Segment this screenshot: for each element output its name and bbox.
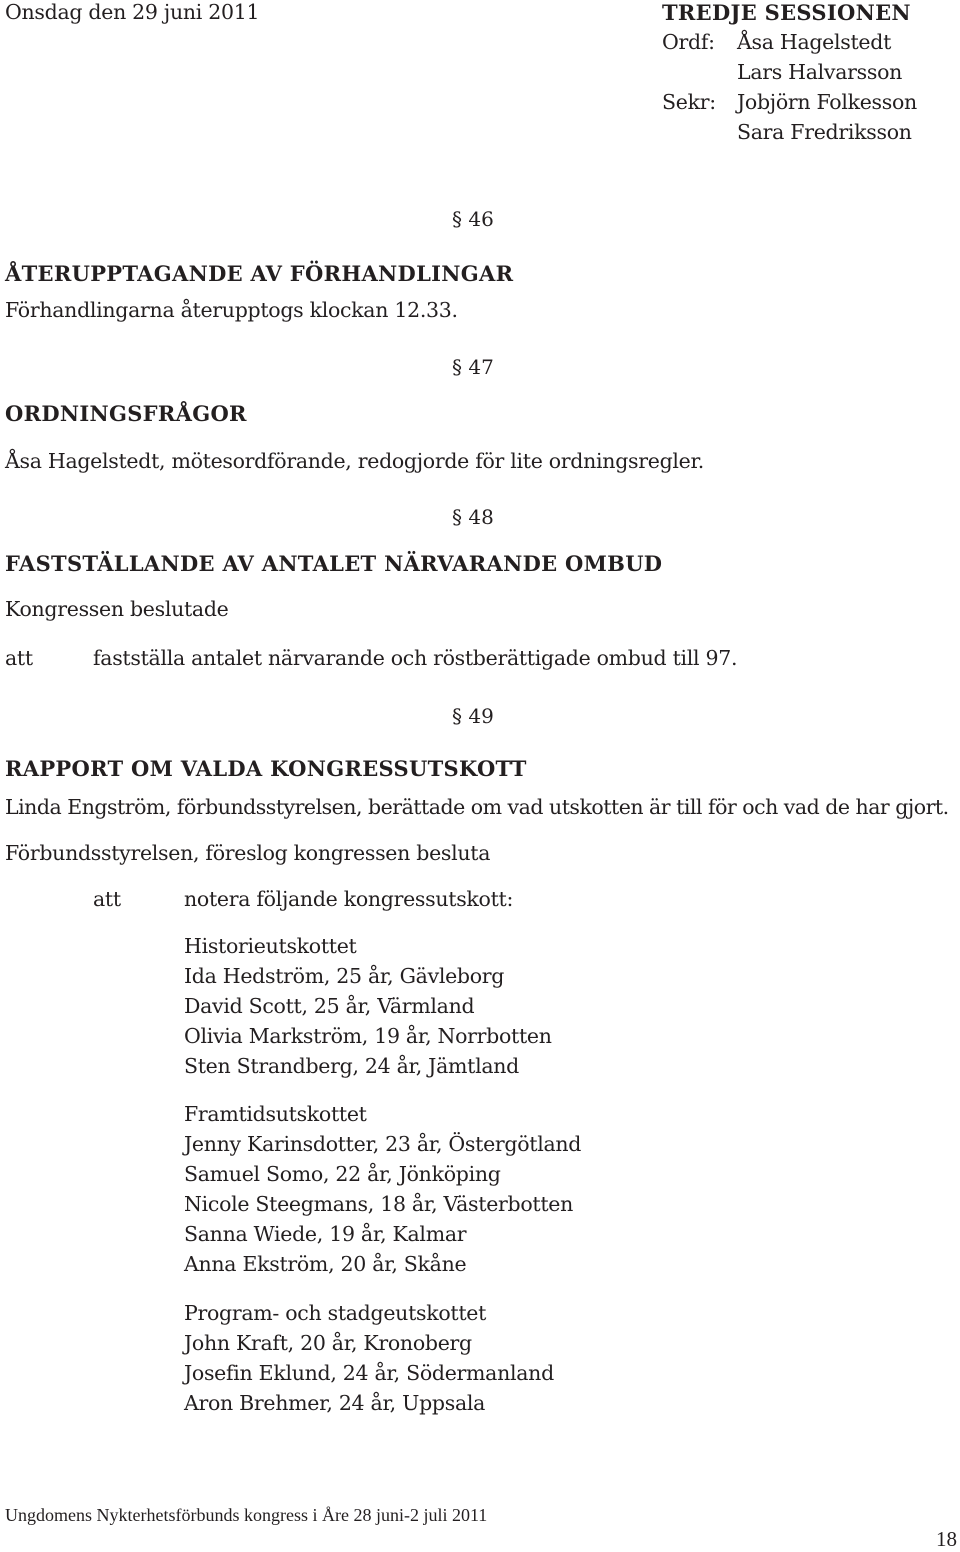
section-heading: RAPPORT OM VALDA KONGRESSUTSKOTT [5,756,527,781]
paragraph-number: § 49 [452,704,494,728]
committee-name: Historieutskottet [184,934,357,958]
committee-member: Nicole Steegmans, 18 år, Västerbotten [184,1192,574,1216]
ordf-name: Åsa Hagelstedt [737,30,892,54]
committee-member: Sanna Wiede, 19 år, Kalmar [184,1222,467,1246]
committee-member: Jenny Karinsdotter, 23 år, Östergötland [184,1132,582,1156]
sekr-name: Sara Fredriksson [737,120,912,144]
committee-member: Olivia Markström, 19 år, Norrbotten [184,1024,552,1048]
committee-member: Sten Strandberg, 24 år, Jämtland [184,1054,519,1078]
section-text: Kongressen beslutade [5,597,229,621]
att-text: notera följande kongressutskott: [184,887,514,911]
footer-text: Ungdomens Nykterhetsförbunds kongress i Åre 28 juni-2 juli 2011 [5,1505,488,1525]
committee-member: Aron Brehmer, 24 år, Uppsala [184,1391,486,1415]
session-title: TREDJE SESSIONEN [662,0,911,25]
section-text: Linda Engström, förbundsstyrelsen, berättade om vad utskotten är till för och vad de har gjort. [5,795,949,819]
att-label: att [93,887,121,911]
committee-member: David Scott, 25 år, Värmland [184,994,475,1018]
committee-member: Samuel Somo, 22 år, Jönköping [184,1162,501,1186]
section-heading: FASTSTÄLLANDE AV ANTALET NÄRVARANDE OMBUD [5,551,663,576]
paragraph-number: § 46 [452,207,494,231]
sekr-name: Jobjörn Folkesson [737,90,917,114]
section-text: Förhandlingarna återupptogs klockan 12.33. [5,298,458,322]
committee-member: Josefin Eklund, 24 år, Södermanland [184,1361,554,1385]
section-text: Förbundsstyrelsen, föreslog kongressen besluta [5,841,491,865]
section-heading: ÅTERUPPTAGANDE AV FÖRHANDLINGAR [5,261,514,286]
committee-member: Ida Hedström, 25 år, Gävleborg [184,964,505,988]
att-text: fastställa antalet närvarande och röstberättigade ombud till 97. [93,646,738,670]
paragraph-number: § 48 [452,505,494,529]
section-heading: ORDNINGSFRÅGOR [5,401,247,426]
committee-name: Framtidsutskottet [184,1102,367,1126]
page-number: 18 [936,1527,957,1551]
committee-name: Program- och stadgeutskottet [184,1301,487,1325]
paragraph-number: § 47 [452,355,494,379]
committee-member: Anna Ekström, 20 år, Skåne [184,1252,467,1276]
sekr-label: Sekr: [662,90,716,114]
att-label: att [5,646,33,670]
committee-member: John Kraft, 20 år, Kronoberg [184,1331,472,1355]
section-text: Åsa Hagelstedt, mötesordförande, redogjorde för lite ordningsregler. [5,449,704,473]
ordf-label: Ordf: [662,30,715,54]
ordf-name: Lars Halvarsson [737,60,903,84]
meeting-date: Onsdag den 29 juni 2011 [5,0,260,24]
